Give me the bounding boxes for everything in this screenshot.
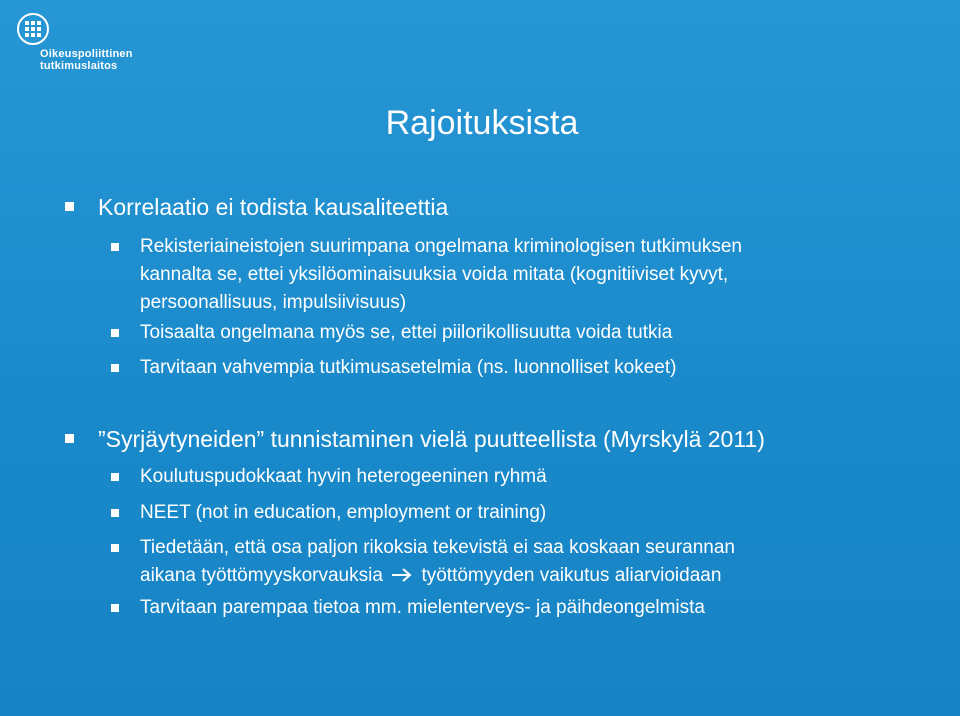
sub-bullet-2-3-line-2 [140,561,721,590]
sub-bullet-1-3: Tarvitaan vahvempia tutkimusasetelmia (ns. luonnolliset kokeet) [140,357,677,378]
bullet-heading-1: Korrelaatio ei todista kausaliteettia [98,194,449,220]
square-bullet-icon [111,604,119,612]
sub-bullet-2-3-text-b: työttömyyden vaikutus aliarvioidaan [421,565,722,586]
square-bullet-icon [111,329,119,337]
square-bullet-icon [111,509,119,517]
logo-line-2: tutkimuslaitos [40,60,118,72]
sub-bullet-1-1-line-2: kannalta se, ettei yksilöominaisuuksia voida mitata (kognitiiviset kyvyt, [140,264,729,285]
sub-bullet-2-3-line-1: Tiedetään, että osa paljon rikoksia tekevistä ei saa koskaan seurannan [140,537,735,558]
square-bullet-icon [65,202,74,211]
slide-title-text: Rajoituksista [385,104,579,142]
institute-logo-icon [16,12,50,46]
institute-logo [14,10,154,72]
sub-bullet-2-4: Tarvitaan parempaa tietoa mm. mielenterveys- ja päihdeongelmista [140,597,705,618]
square-bullet-icon [111,473,119,481]
right-arrow-icon [388,567,416,583]
logo-line-1: Oikeuspoliittinen [40,48,133,60]
square-bullet-icon [111,544,119,552]
sub-bullet-1-1-line-3: persoonallisuus, impulsiivisuus) [140,292,407,313]
logo-text [40,48,133,72]
square-bullet-icon [111,364,119,372]
sub-bullet-2-3-text-a: aikana työttömyyskorvauksia [140,565,383,586]
sub-bullet-1-1-line-1: Rekisteriaineistojen suurimpana ongelmana kriminologisen tutkimuksen [140,236,742,257]
slide-title [0,104,960,143]
sub-bullet-2-1: Koulutuspudokkaat hyvin heterogeeninen ryhmä [140,466,547,487]
square-bullet-icon [65,434,74,443]
bullet-heading-2: ”Syrjäytyneiden” tunnistaminen vielä puutteellista (Myrskylä 2011) [98,426,765,452]
square-bullet-icon [111,243,119,251]
sub-bullet-2-2: NEET (not in education, employment or training) [140,502,547,523]
sub-bullet-1-2: Toisaalta ongelmana myös se, ettei piilorikollisuutta voida tutkia [140,322,673,343]
